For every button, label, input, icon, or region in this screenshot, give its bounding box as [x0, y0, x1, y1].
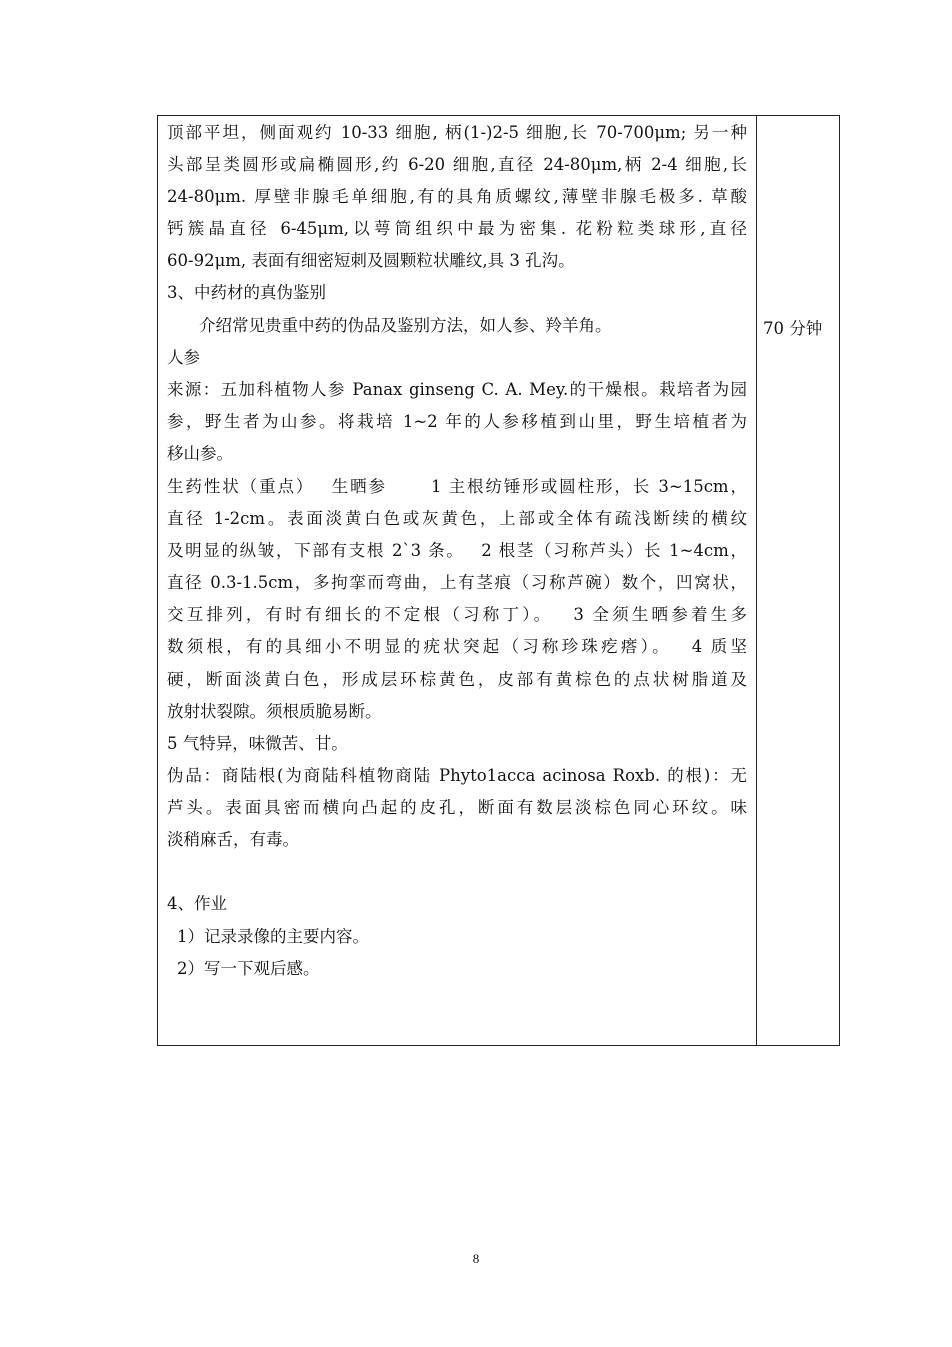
text-line: 硬，断面淡黄白色，形成层环棕黄色，皮部有黄棕色的点状树脂道及 [167, 670, 747, 689]
text-line: 淡稍麻舌，有毒。 [167, 830, 299, 849]
text-line: 24-80μm. 厚壁非腺毛单细胞,有的具角质螺纹,薄壁非腺毛极多. 草酸 [167, 187, 747, 206]
text-line: 交互排列，有时有细长的不定根（习称丁）。 3 全须生晒参着生多 [167, 605, 747, 624]
section-heading: 4、作业 [167, 894, 227, 913]
text-line: 数须根，有的具细小不明显的疣状突起（习称珍珠疙瘩）。 4 质坚 [167, 637, 747, 656]
text-line: 头部呈类圆形或扁椭圆形,约 6-20 细胞,直径 24-80μm,柄 2-4 细胞,长 [167, 155, 747, 174]
text-line: 移山参。 [167, 444, 233, 463]
text-line: 生药性状（重点） 生晒参 1 主根纺锤形或圆柱形，长 3~15cm， [167, 477, 747, 496]
text-line: 60-92μm, 表面有细密短刺及圆颗粒状雕纹,具 3 孔沟。 [167, 251, 575, 270]
text-line: 介绍常见贵重中药的伪品及鉴别方法，如人参、羚羊角。 [199, 316, 612, 335]
text-line: 顶部平坦，侧面观约 10-33 细胞, 柄(1-)2-5 细胞,长 70-700μm; 另一种 [167, 123, 747, 142]
duration-label: 70 分钟 [763, 319, 823, 338]
text-line: 参，野生者为山参。将栽培 1~2 年的人参移植到山里，野生培植者为 [167, 412, 747, 431]
page-number: 8 [472, 1251, 480, 1266]
section-heading: 3、中药材的真伪鉴别 [167, 283, 326, 302]
text-line: 及明显的纵皱，下部有支根 2`3 条。 2 根茎（习称芦头）长 1~4cm， [167, 541, 747, 560]
text-line: 来源：五加科植物人参 Panax ginseng C. A. Mey.的干燥根。栽培者为园 [167, 380, 747, 399]
text-line: 直径 0.3-1.5cm，多拘挛而弯曲，上有茎痕（习称芦碗）数个，凹窝状， [167, 573, 747, 592]
lesson-table [157, 115, 840, 1046]
text-line: 钙簇晶直径 6-45μm,以萼筒组织中最为密集. 花粉粒类球形,直径 [167, 219, 747, 238]
text-line: 芦头。表面具密而横向凸起的皮孔，断面有数层淡棕色同心环纹。味 [167, 798, 747, 817]
subheading: 人参 [167, 348, 200, 367]
text-line: 伪品：商陆根(为商陆科植物商陆 Phyto1acca acinosa Roxb. 的根)：无 [167, 766, 747, 785]
homework-item: 1）记录录像的主要内容。 [177, 927, 369, 946]
text-line: 5 气特异，味微苦、甘。 [167, 734, 348, 753]
homework-item: 2）写一下观后感。 [177, 959, 320, 978]
time-cell [757, 116, 840, 1046]
text-line: 直径 1-2cm。表面淡黄白色或灰黄色，上部或全体有疏浅断续的横纹 [167, 509, 747, 528]
content-cell [158, 116, 757, 1046]
text-line: 放射状裂隙。须根质脆易断。 [167, 702, 382, 721]
